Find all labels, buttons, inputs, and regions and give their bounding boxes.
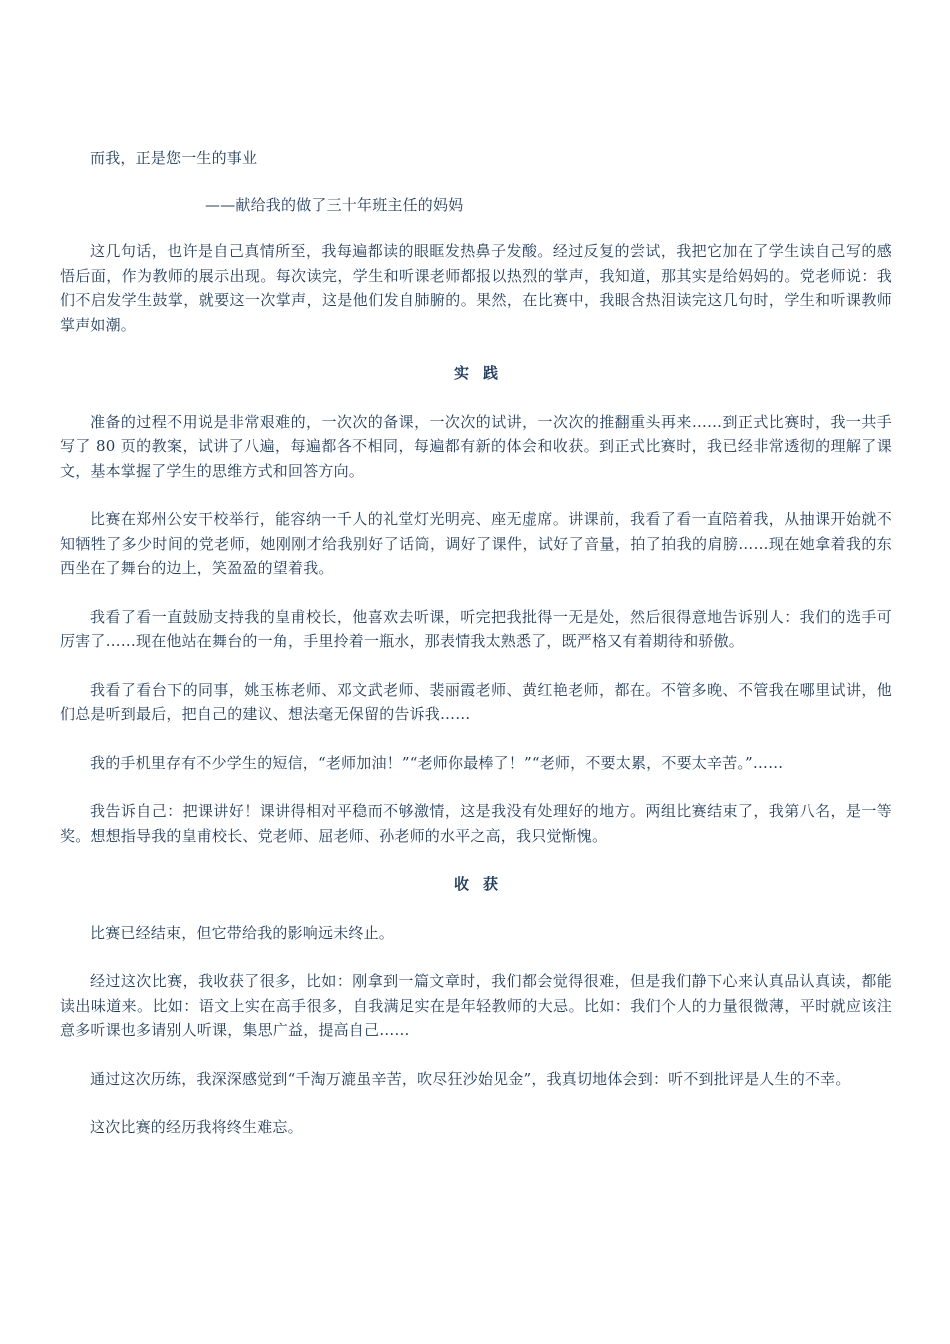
intro-paragraph: 这几句话，也许是自己真情所至，我每遍都读的眼眶发热鼻子发酸。经过反复的尝试，我把它加在了学生读自己写的感悟后面，作为教师的展示出现。每次读完，学生和听课老师都报以热烈的掌声，我知道，那其实是给妈妈的。党老师说：我们不启发学生鼓掌，就要这一次掌声，这是他们发自肺腑的。果然，在比赛中，我眼含热泪读完这几句时，学生和听课教师掌声如潮。	[60, 242, 892, 334]
practice-paragraph-5: 我的手机里存有不少学生的短信，“老师加油！”“老师你最棒了！”“老师，不要太累，不要太辛苦。”……	[90, 753, 784, 772]
section-title-practice: 实践	[453, 364, 512, 382]
harvest-paragraph-4: 这次比赛的经历我将终生难忘。	[90, 1118, 303, 1136]
poem-line: 而我，正是您一生的事业	[90, 149, 258, 167]
dedication-line: ——献给我的做了三十年班主任的妈妈	[205, 195, 464, 214]
practice-paragraph-2: 比赛在郑州公安干校举行，能容纳一千人的礼堂灯光明亮、座无虚席。讲课前，我看了看一直陪着我，从抽课开始就不知牺牲了多少时间的党老师，她刚刚才给我别好了话筒，调好了课件，试好了音量，拍了拍我的肩膀……现在她拿着我的东西坐在了舞台的边上，笑盈盈的望着我。	[60, 510, 892, 577]
harvest-paragraph-1: 比赛已经结束，但它带给我的影响远未终止。	[90, 923, 395, 942]
section-title-harvest: 收获	[453, 875, 512, 893]
document-page	[60, 146, 892, 1140]
harvest-paragraph-2: 经过这次比赛，我收获了很多，比如：刚拿到一篇文章时，我们都会觉得很难，但是我们静下心来认真品认真读，都能读出味道来。比如：语文上实在高手很多，自我满足实在是年轻教师的大忌。比如：我们个人的力量很微薄，平时就应该注意多听课也多请别人听课，集思广益，提高自己……	[60, 972, 892, 1039]
practice-paragraph-6: 我告诉自己：把课讲好！课讲得相对平稳而不够激情，这是我没有处理好的地方。两组比赛结束了，我第八名，是一等奖。想想指导我的皇甫校长、党老师、屈老师、孙老师的水平之高，我只觉惭愧。	[60, 802, 892, 845]
practice-paragraph-3: 我看了看一直鼓励支持我的皇甫校长，他喜欢去听课，听完把我批得一无是处，然后很得意地告诉别人：我们的选手可厉害了……现在他站在舞台的一角，手里拎着一瓶水，那表情我太熟悉了，既严格又有着期待和骄傲。	[60, 607, 892, 650]
practice-paragraph-4: 我看了看台下的同事，姚玉栋老师、邓文武老师、裴丽霞老师、黄红艳老师，都在。不管多晚、不管我在哪里试讲，他们总是听到最后，把自己的建议、想法毫无保留的告诉我……	[60, 680, 892, 723]
practice-paragraph-1: 准备的过程不用说是非常艰难的，一次次的备课，一次次的试讲，一次次的推翻重头再来……到正式比赛时，我一共手写了 80 页的教案，试讲了八遍，每遍都各不相同，每遍都有新的体会和收获。到正式比赛时，我已经非常透彻的理解了课文，基本掌握了学生的思维方式和回答方向。	[60, 412, 892, 480]
harvest-paragraph-3: 通过这次历练，我深深感觉到“千淘万漉虽辛苦，吹尽狂沙始见金”，我真切地体会到：听不到批评是人生的不幸。	[90, 1069, 851, 1088]
